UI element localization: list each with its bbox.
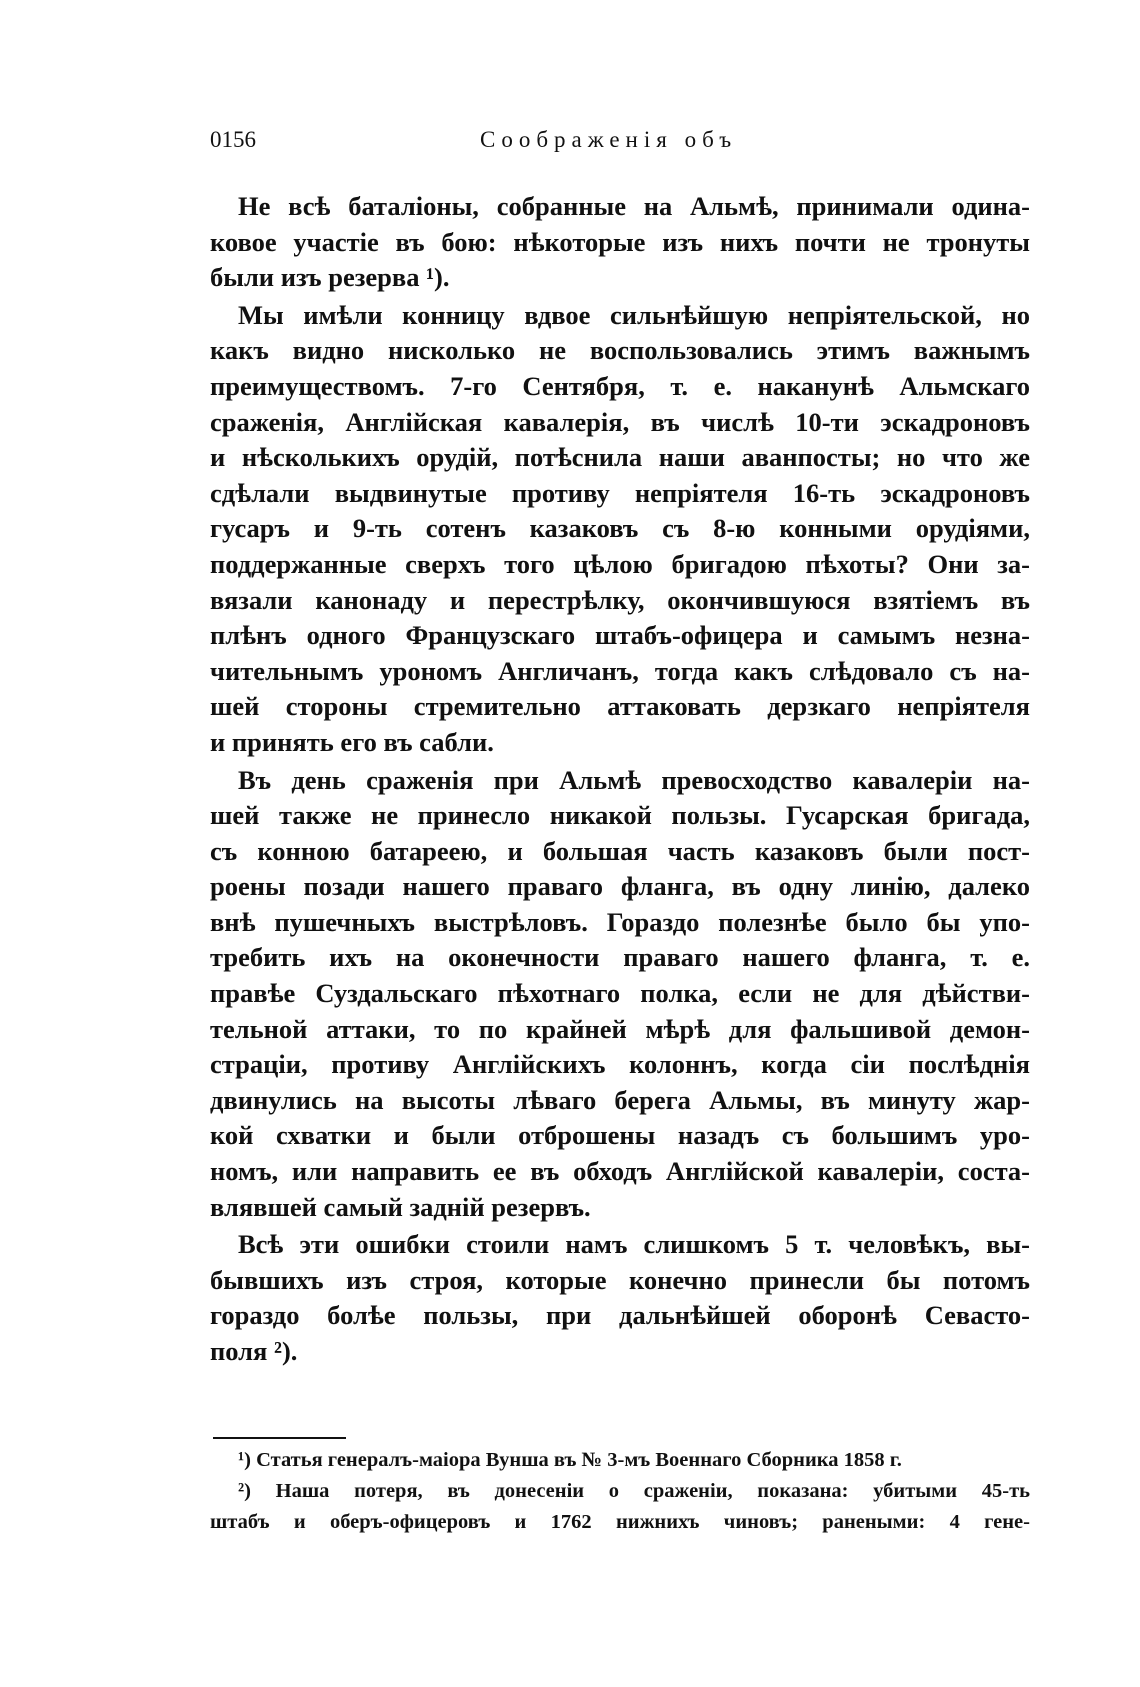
text-line: шей стороны стремительно аттаковать дерзкаго непріятеля xyxy=(210,691,1030,722)
text-line: роены позади нашего праваго фланга, въ одну линію, далеко xyxy=(210,871,1030,902)
text-line: влявшей самый задній резервъ. xyxy=(210,1191,591,1222)
text-line: сраженія, Англійская кавалерія, въ числѣ 10-ти эскадроновъ xyxy=(210,406,1030,437)
footnotes xyxy=(210,1445,1030,1538)
text-line: преимуществомъ. 7-го Сентября, т. е. наканунѣ Альмскаго xyxy=(210,370,1030,401)
text-line: поддержанные сверхъ того цѣлою бригадою пѣхоты? Они за- xyxy=(210,548,1030,579)
text-line: гусаръ и 9-ть сотенъ казаковъ съ 8-ю конными орудіями, xyxy=(210,513,1030,544)
text-line: шей также не принесло никакой пользы. Гусарская бригада, xyxy=(210,800,1030,831)
paragraph xyxy=(210,189,1030,296)
text-line: Всѣ эти ошибки стоили намъ слишкомъ 5 т. человѣкъ, вы- xyxy=(238,1229,1030,1260)
body-text xyxy=(210,189,1030,1370)
footnote-line: штабъ и оберъ-офицеровъ и 1762 нижнихъ чиновъ; ранеными: 4 гене- xyxy=(210,1511,1030,1533)
text-line: ковое участіе въ бою: нѣкоторые изъ нихъ почти не тронуты xyxy=(210,226,1030,257)
text-line: бывшихъ изъ строя, которые конечно принесли бы потомъ xyxy=(210,1264,1030,1295)
text-line: номъ, или направить ее въ обходъ Англійской кавалеріи, соста- xyxy=(210,1156,1030,1187)
text-line: съ конною батареею, и большая часть казаковъ были пост- xyxy=(210,835,1030,866)
text-line: чительнымъ урономъ Англичанъ, тогда какъ слѣдовало съ на- xyxy=(210,655,1030,686)
text-line: Не всѣ баталіоны, собранные на Альмѣ, принимали одина- xyxy=(238,191,1030,221)
footnote xyxy=(210,1445,1030,1476)
text-line: вязали канонаду и перестрѣлку, окончившуюся взятіемъ въ xyxy=(210,584,1030,615)
text-line: какъ видно нисколько не воспользовались этимъ важнымъ xyxy=(210,335,1030,366)
text-line: сдѣлали выдвинутые противу непріятеля 16-ть эскадроновъ xyxy=(210,477,1030,508)
text-line: внѣ пушечныхъ выстрѣловъ. Гораздо полезнѣе было бы упо- xyxy=(210,906,1030,937)
running-title: Соображенія объ xyxy=(480,127,738,152)
paragraph xyxy=(210,763,1030,1226)
text-line: двинулись на высоты лѣваго берега Альмы, въ минуту жар- xyxy=(210,1084,1030,1115)
text-line: плѣнъ одного Французскаго штабъ-офицера и самымъ незна- xyxy=(210,620,1030,651)
footnote xyxy=(210,1476,1030,1538)
text-line: Мы имѣли конницу вдвое сильнѣйшую непріятельской, но xyxy=(238,299,1030,330)
footnote-line: ²) Наша потеря, въ донесеніи о сраженіи, показана: убитыми 45-ть xyxy=(238,1480,1030,1502)
page-number: 0156 xyxy=(210,127,256,152)
text-line: гораздо болѣе пользы, при дальнѣйшей оборонѣ Севасто- xyxy=(210,1300,1030,1331)
text-line: тельной аттаки, то по крайней мѣрѣ для фальшивой демон- xyxy=(210,1013,1030,1044)
text-line: страціи, противу Англійскихъ колоннъ, когда сіи послѣднія xyxy=(210,1049,1030,1080)
text-line: правѣе Суздальскаго пѣхотнаго полка, если не для дѣйстви- xyxy=(210,978,1030,1009)
text-line: кой схватки и были отброшены назадъ съ большимъ уро- xyxy=(210,1120,1030,1151)
footnote-divider xyxy=(213,1437,346,1439)
paragraph xyxy=(210,1227,1030,1369)
text-line: и принять его въ сабли. xyxy=(210,726,494,757)
text-line: были изъ резерва ¹). xyxy=(210,262,450,293)
page-header xyxy=(210,127,1030,167)
footnote-line: ¹) Статья генералъ-маіора Вунша въ № 3-мъ Военнаго Сборника 1858 г. xyxy=(238,1449,902,1471)
paragraph xyxy=(210,298,1030,761)
text-line: требить ихъ на оконечности праваго нашего фланга, т. е. xyxy=(210,942,1030,973)
text-line: поля ²). xyxy=(210,1336,298,1366)
text-line: Въ день сраженія при Альмѣ превосходство кавалеріи на- xyxy=(238,764,1030,795)
text-line: и нѣсколькихъ орудій, потѣснила наши аванпосты; но что же xyxy=(210,442,1030,473)
